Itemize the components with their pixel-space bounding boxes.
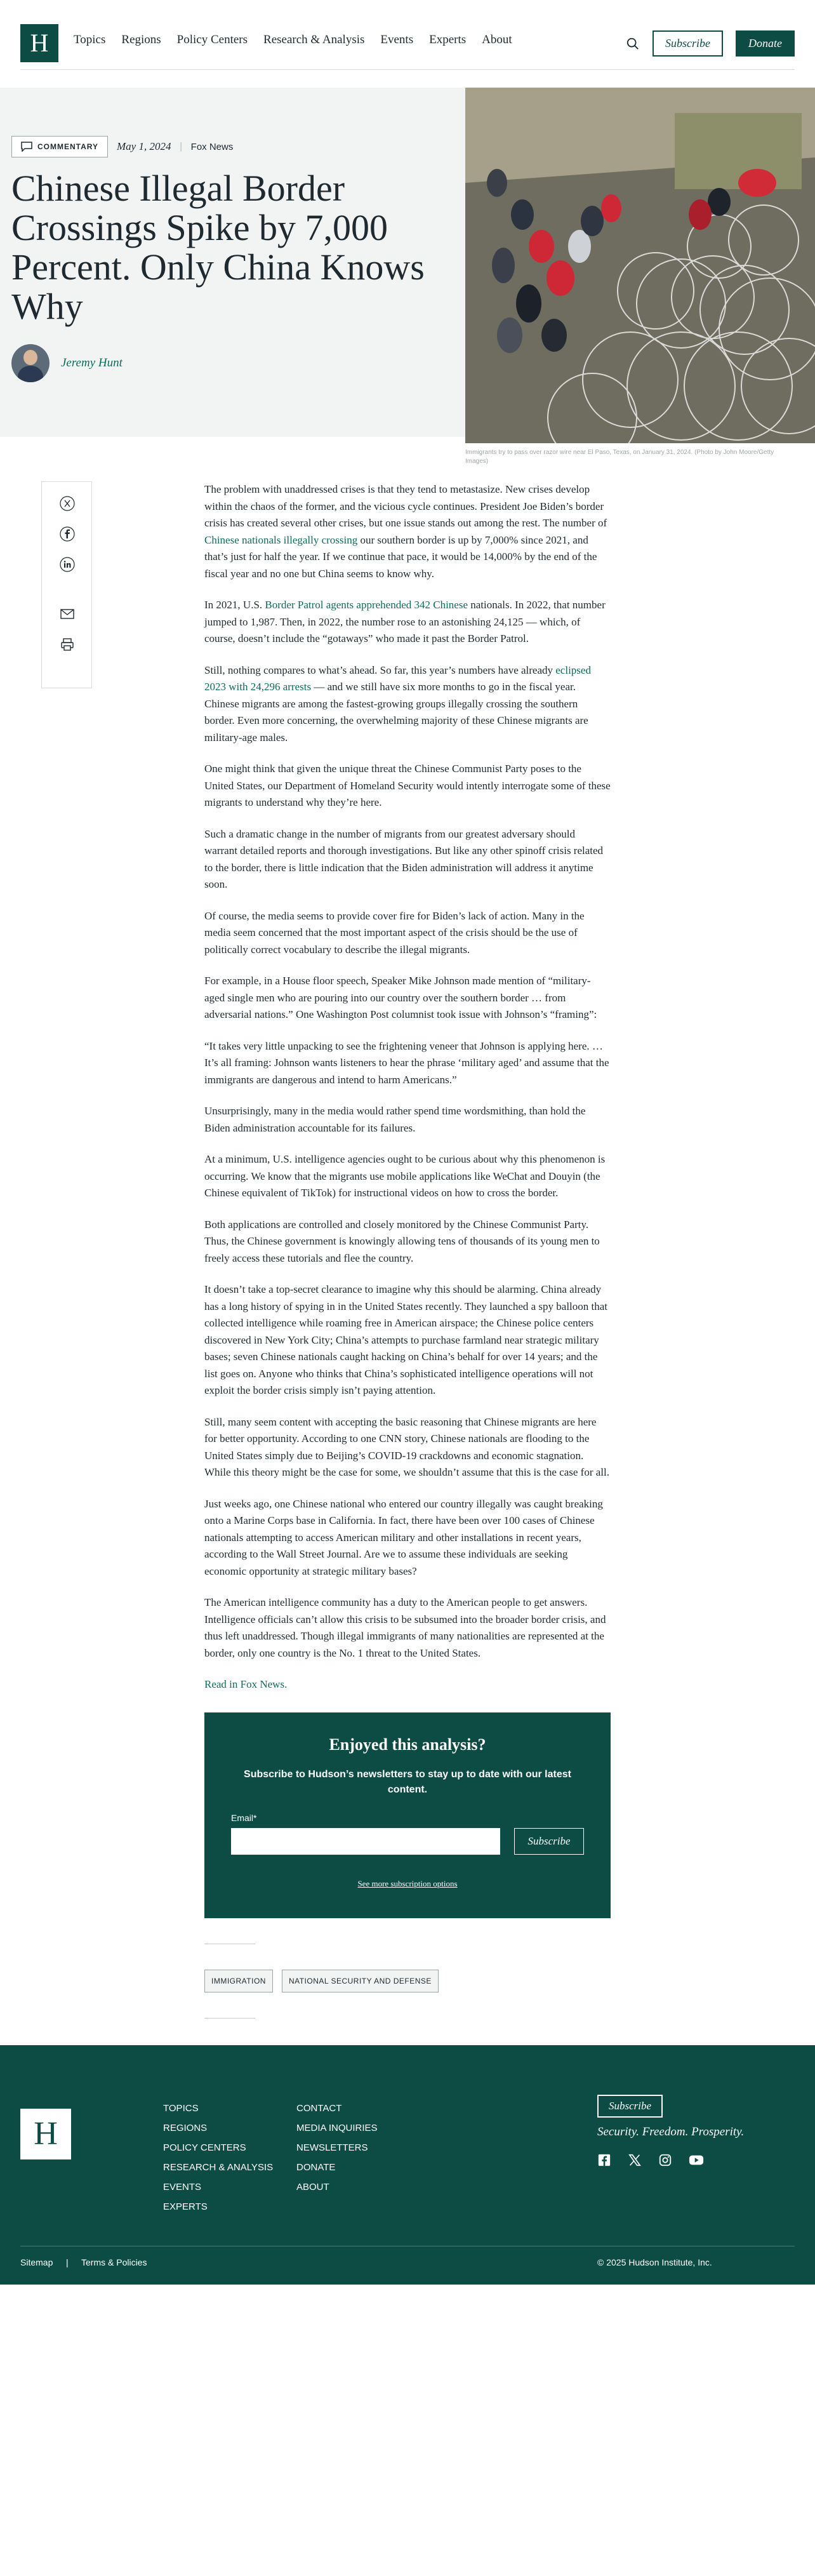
footer-link-donate[interactable]: DONATE [296,2161,336,2173]
newsletter-signup [204,1712,611,1918]
article-wrapper [0,481,815,1693]
donate-button[interactable]: Donate [736,30,795,57]
paragraph-text: — and we still have six more months to go in the fiscal year. Chinese migrants are among the fastest-growing groups illegally crossing the southern border. Even more concerning, the overwhelming majority of these Chinese migrants are military-age males. [204,681,588,744]
author-link[interactable]: Jeremy Hunt [61,356,123,370]
nav-about[interactable]: About [482,33,512,46]
footer-link-about[interactable]: ABOUT [296,2181,329,2192]
author-byline [11,344,449,382]
sitemap-link[interactable]: Sitemap [20,2257,53,2267]
paragraph-15: The American intelligence community has a duty to the American people to get answers. Intelligence officials can’t allow this crisis to be subsumed into the broader border crisis, and thus left unaddressed. Though illegal immigrants of many nationalities are represented at the border, only one country is the No. 1 threat to the United States. [204,1596,606,1659]
chinese-nationals-link[interactable]: Chinese nationals illegally crossing [204,533,358,546]
footer-link-newsletters[interactable]: NEWSLETTERS [296,2142,368,2153]
nav-topics[interactable]: Topics [74,33,106,46]
footer-link-policy-centers[interactable]: POLICY CENTERS [163,2142,246,2153]
terms-link[interactable]: Terms & Policies [81,2257,147,2267]
paragraph-3 [204,662,611,747]
paragraph-1 [204,481,611,582]
site-footer [0,2045,815,2285]
mail-icon[interactable] [60,606,75,622]
comment-icon [21,142,32,152]
paragraph-text: nationals. In 2022, that number jumped to 1,987. Then, in 2022, the number rose to an astonishing 24,125 — which, of course, doesn’t include the “gotaways” who made it past the Border Patrol. [204,599,606,644]
footer-logo[interactable]: H [20,2109,71,2159]
commentary-tag[interactable] [11,136,108,157]
footer-link-topics[interactable]: TOPICS [163,2102,199,2114]
footer-link-research[interactable]: RESEARCH & ANALYSIS [163,2161,274,2173]
paragraph-14: Just weeks ago, one Chinese national who entered our country illegally was caught breaking onto a Marine Corps base in California. In fact, there have been over 100 cases of Chinese nationals attempting to access American military and other installations in recent years, according to the Wall Street Journal. Are we to assume these individuals are seeking economic opportunity at strategic military bases? [204,1497,603,1577]
hero-text [11,136,449,382]
article-meta [11,136,449,157]
topic-immigration[interactable]: IMMIGRATION [204,1970,273,1992]
footer-subscribe-button[interactable]: Subscribe [597,2095,663,2118]
paragraph-text: our southern border is up by 7,000% since 2021, and that’s just for half the year. If we continue that pace, it would be 14,000% by the end of the fiscal year and no one but China seems to know why. [204,533,597,580]
more-subscription-options-link[interactable]: See more subscription options [357,1878,458,1888]
footer-tagline: Security. Freedom. Prosperity. [597,2125,745,2139]
article-body [204,481,611,1693]
search-icon[interactable] [626,37,640,51]
source-name: Fox News [190,141,234,152]
arrests-link[interactable]: eclipsed 2023 with 24,296 arrests [204,664,591,693]
footer-link-contact[interactable]: CONTACT [296,2102,342,2114]
paragraph-4: One might think that given the unique threat the Chinese Communist Party poses to the United States, our Department of Homeland Security would intently interrogate some of these migrants to understand why they’re here. [204,763,611,808]
main-nav [74,33,528,47]
meta-separator: | [180,141,182,152]
email-label: Email* [231,1812,257,1823]
paragraph-5: Such a dramatic change in the number of migrants from our greatest adversary should warrant detailed reports and thorough investigations. But like any other spinoff crisis related to the border, there is little indication that the Biden administration will address it anytime soon. [204,827,604,890]
instagram-icon[interactable] [658,2153,672,2167]
paragraph-text: In 2021, U.S. [204,599,265,611]
facebook-icon[interactable] [597,2153,611,2167]
paragraph-13: Still, many seem content with accepting the basic reasoning that Chinese migrants are here for better opportunity. According to one CNN story, Chinese nationals are flooding to the United States simply due to Beijing’s COVID-19 crackdowns and economic stagnation. While this theory might be the case for some, we shouldn’t assume that this is the case for all. [204,1415,609,1478]
newsletter-subscribe-button[interactable]: Subscribe [514,1828,584,1855]
border-crowd-image [465,88,815,443]
footer-link-events[interactable]: EVENTS [163,2181,202,2192]
hudson-logo[interactable]: H [20,24,58,62]
nav-events[interactable]: Events [380,33,414,46]
paragraph-11: Both applications are controlled and closely monitored by the Chinese Communist Party. Thus, the Chinese government is knowingly allowing tens of thousands of its young men to freely access these tutorials and flee the country. [204,1218,600,1264]
author-avatar[interactable] [11,344,50,382]
print-icon[interactable] [60,637,75,652]
topic-tags [204,1970,815,1992]
x-icon[interactable] [60,496,75,511]
paragraph-12: It doesn’t take a top-secret clearance to imagine why this should be alarming. China already has a long history of spying in in the United States recently. They launched a spy balloon that collected intelligence while roaming free in American airspace; the Chinese police centers discovered in New York City; China’s attempts to purchase farmland near strategic military bases; seven Chinese nationals caught hacking on China’s behalf for over 14 years; and the list goes on. Anyone who thinks that China’s sophisticated intelligence operations will not exploit the border crisis simply isn’t paying attention. [204,1283,608,1396]
nav-experts[interactable]: Experts [429,33,467,46]
subscribe-button[interactable]: Subscribe [653,30,723,57]
footer-link-regions[interactable]: REGIONS [163,2122,208,2133]
footer-link-media[interactable]: MEDIA INQUIRIES [296,2122,378,2133]
youtube-icon[interactable] [689,2153,704,2167]
paragraph-6: Of course, the media seems to provide cover fire for Biden’s lack of action. Many in the media seem concerned that the most important aspect of the crisis should be the use of politically correct vocabulary to describe the illegal migrants. [204,909,585,956]
nav-policy-centers[interactable]: Policy Centers [176,33,248,46]
read-in-fox-news-link[interactable]: Read in Fox News. [204,1678,288,1690]
newsletter-subtitle: Subscribe to Hudson’s newsletters to stay up to date with our latest content. [244,1768,571,1795]
paragraph-text: Still, nothing compares to what’s ahead. So far, this year’s numbers have already [204,664,556,676]
header-actions [626,30,795,57]
x-icon[interactable] [628,2153,642,2167]
linkedin-icon[interactable] [60,557,75,572]
footer-nav-secondary [296,2099,378,2197]
paragraph-10: At a minimum, U.S. intelligence agencies ought to be curious about why this phenomenon is occurring. We know that the migrants use mobile applications like WeChat and Douyin (the Chinese equivalent of TikTok) for instructional videos on how to cross the border. [204,1153,606,1199]
social-links [597,2153,704,2167]
newsletter-title: Enjoyed this analysis? [329,1735,486,1754]
copyright: © 2025 Hudson Institute, Inc. [597,2257,712,2267]
paragraph-9: Unsurprisingly, many in the media would rather spend time wordsmithing, than hold the Biden administration accountable for its failures. [204,1105,586,1134]
paragraph-8: “It takes very little unpacking to see the frightening veneer that Johnson is applying here. … It’s all framing: Johnson wants listeners to hear the phrase ‘military aged’ and assume that the immigrants are dangerous and intend to harm Americans.” [204,1039,609,1086]
share-toolbar [41,481,92,688]
footer-nav-primary [163,2099,273,2217]
site-header [20,0,795,70]
facebook-icon[interactable] [60,526,75,542]
divider [204,2018,255,2019]
email-field[interactable] [231,1828,500,1855]
footer-separator: | [66,2257,69,2267]
nav-research-analysis[interactable]: Research & Analysis [263,33,365,46]
footer-link-experts[interactable]: EXPERTS [163,2201,208,2212]
page-title: Chinese Illegal Border Crossings Spike by 7,000 Percent. Only China Knows Why [11,168,425,327]
photo-caption: Immigrants try to pass over razor wire near El Paso, Texas, on January 31, 2024. (Photo by John Moore/Getty Images) [465,449,774,465]
publish-date: May 1, 2024 [117,140,171,152]
border-patrol-link[interactable]: Border Patrol agents apprehended 342 Chinese [265,599,468,611]
tag-label: COMMENTARY [37,142,98,151]
read-more-paragraph [204,1676,611,1693]
article-hero [0,88,815,465]
nav-regions[interactable]: Regions [121,33,161,46]
paragraph-2 [204,597,611,648]
paragraph-text: The problem with unaddressed crises is that they tend to metastasize. New crises develop within the chaos of the former, and the vicious cycle continues. President Joe Biden’s border crisis has created several other crises, but one issue stands out among the rest. The number of [204,483,607,529]
paragraph-7: For example, in a House floor speech, Speaker Mike Johnson made mention of “military-aged single men who are pouring into our country over the southern border … from adversarial nations.” One Washington Post columnist took issue with Johnson’s “framing”: [204,975,597,1020]
topic-national-security[interactable]: NATIONAL SECURITY AND DEFENSE [282,1970,439,1992]
hero-photo [465,88,815,443]
